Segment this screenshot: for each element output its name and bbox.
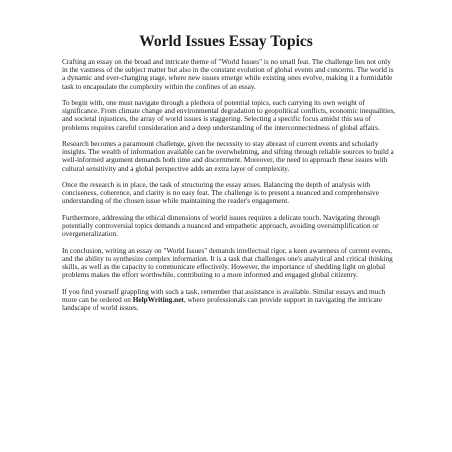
closing-text-after: , where professionals can provide support in navigating the intricate landscape of world issues.: [62, 294, 383, 312]
paragraph-intro: Crafting an essay on the broad and intricate theme of "World Issues" is no small feat. The challenge lies not only in the vastness of the subject matter but also in the constant evolution of global events and concerns. The world is a dynamic and ever-changing stage, where new issues emerge while existing ones evolve, making it a formidable task to encapsulate the complexity within the confines of an essay.: [62, 57, 394, 91]
paragraph-topics: To begin with, one must navigate through a plethora of potential topics, each carrying its own weight of significance. From climate change and environmental degradation to geopolitical conflicts, economic inequalities, and societal injustices, the array of world issues is staggering. Selecting a specific focus amidst this sea of problems requires careful consideration and a deep understanding of the interconnectedness of global affairs.: [62, 98, 396, 132]
document-body: [62, 58, 396, 320]
document-title: World Issues Essay Topics: [139, 33, 313, 50]
paragraph-structure: Once the research is in place, the task of structuring the essay arises. Balancing the depth of analysis with conciseness, coherence, and clarity is no easy feat. The challenge is to present a nuanced and comprehensive understanding of the chosen issue while maintaining the reader's engagement.: [62, 180, 379, 206]
paragraph-ethics: Furthermore, addressing the ethical dimensions of world issues requires a delicate touch. Navigating through potentially controversial topics demands a nuanced and empathetic approach, avoiding oversimplification or overgeneralization.: [62, 212, 380, 239]
paragraph-research: Research becomes a paramount challenge, given the necessity to stay abreast of current events and scholarly insights. The wealth of information available can be overwhelming, and sifting through reliable sources to build a well-informed argument demands both time and discernment. Moreover, the need to approach these issues with cultural sensitivity and a global perspective adds an extra layer of complexity.: [62, 139, 394, 173]
brand-name: HelpWriting.net: [132, 294, 184, 304]
paragraph-closing: [62, 288, 396, 313]
closing-text-before: If you find yourself grappling with such a task, remember that assistance is available. Similar essays and much more can be ordered on: [62, 286, 386, 304]
paragraph-conclusion: In conclusion, writing an essay on "World Issues" demands intellectual rigor, a keen awareness of current events, and the ability to synthesize complex information. It is a task that challenges one's analytical and critical thinking skills, as well as the capacity to communicate effectively. However, the importance of shedding light on global problems makes the effort worthwhile, contributing to a more informed and engaged global citizenry.: [62, 245, 393, 280]
